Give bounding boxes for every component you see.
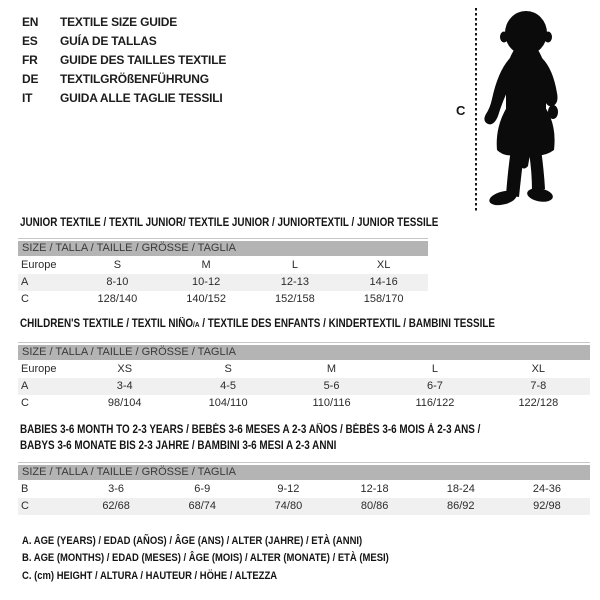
row-label: Europe [21, 363, 57, 375]
height-measure-label: C [456, 103, 466, 118]
babies-size-table [18, 462, 590, 515]
table-cell: XL [531, 363, 546, 375]
table-cell: 18-24 [446, 483, 475, 495]
toddler-silhouette-icon [483, 9, 569, 206]
table-cell: 62/68 [102, 500, 130, 512]
table-cell: 24-36 [532, 483, 562, 495]
row-label: B [21, 483, 29, 495]
table-row-height [18, 291, 428, 308]
table-row-europe [18, 257, 428, 274]
table-row-age [18, 378, 590, 395]
table-row-height [18, 395, 590, 412]
table-cell: L [431, 363, 438, 375]
table-cell: M [326, 363, 337, 375]
legend-notes [22, 533, 449, 585]
junior-section-title: JUNIOR TEXTILE / TEXTIL JUNIOR/ TEXTILE JUNIOR / JUNIORTEXTIL / JUNIOR TESSILE [20, 217, 439, 229]
language-row-de [22, 69, 226, 88]
row-label: A [21, 380, 29, 392]
language-code: ES [22, 34, 38, 49]
note-a: A. AGE (YEARS) / EDAD (AÑOS) / ÂGE (ANS) / ALTER (JAHRE) / ETÀ (ANNI) [22, 535, 363, 547]
table-cell: 122/128 [518, 397, 559, 409]
language-code: FR [22, 52, 38, 67]
table-row-age-months [18, 481, 590, 498]
table-cell: 152/158 [274, 293, 315, 305]
language-label: TEXTILE SIZE GUIDE [60, 15, 178, 30]
note-c: C. (cm) HEIGHT / ALTURA / HAUTEUR / HÖHE / ALTEZZA [22, 569, 278, 582]
table-cell: 9-12 [277, 483, 300, 495]
babies-section-title-line1: BABIES 3-6 MONTH TO 2-3 YEARS / BEBÉS 3-6 MESES A 2-3 AÑOS / BÉBÉS 3-6 MOIS À 2-3 ANS / [20, 424, 481, 436]
table-cell: 86/92 [447, 500, 475, 512]
table-cell: M [201, 259, 211, 271]
row-label: C [21, 293, 29, 305]
table-cell: XS [117, 363, 133, 375]
row-label: C [21, 397, 29, 409]
table-cell: 3-6 [108, 483, 125, 495]
table-cell: 140/152 [186, 293, 226, 305]
language-row-en [22, 13, 226, 32]
junior-size-table [18, 238, 428, 308]
size-header-bar: SIZE / TALLA / TAILLE / GRÖSSE / TAGLIA [18, 465, 590, 480]
table-cell: 68/74 [188, 500, 217, 512]
table-cell: 116/122 [415, 397, 455, 409]
table-cell: 110/116 [312, 397, 351, 409]
table-cell: 74/80 [274, 500, 303, 512]
table-cell: 98/104 [107, 397, 142, 409]
table-cell: 10-12 [192, 276, 221, 288]
table-cell: L [291, 259, 298, 271]
table-cell: 128/140 [97, 293, 138, 305]
table-cell: 12-18 [360, 483, 389, 495]
language-code: DE [22, 71, 39, 86]
table-cell: 5-6 [323, 380, 340, 392]
row-label: A [21, 276, 29, 288]
children-size-table [18, 342, 590, 412]
table-cell: 104/110 [208, 397, 248, 409]
size-header-bar: SIZE / TALLA / TAILLE / GRÖSSE / TAGLIA [18, 345, 590, 360]
children-title-prefix: CHILDREN'S TEXTILE / TEXTIL NIÑO [20, 318, 194, 330]
language-label: GUIDE DES TAILLES TEXTILE [60, 52, 227, 67]
table-row-age [18, 274, 428, 291]
table-cell: S [224, 363, 232, 375]
table-row-height [18, 498, 590, 515]
language-label: GUIDA ALLE TAGLIE TESSILI [60, 90, 223, 105]
table-top-rule [18, 462, 590, 463]
table-cell: 6-7 [426, 380, 443, 392]
table-cell: 92/98 [533, 500, 561, 512]
language-list [22, 13, 226, 107]
children-title-suffix: / TEXTILE DES ENFANTS / KINDERTEXTIL / BAMBINI TESSILE [199, 318, 495, 330]
table-cell: 8-10 [106, 276, 129, 288]
table-cell: 3-4 [116, 380, 133, 392]
row-label: Europe [21, 259, 57, 271]
language-row-it [22, 88, 226, 107]
language-label: TEXTILGRÖßENFÜHRUNG [60, 71, 209, 86]
height-measure-dashed-line [475, 8, 477, 212]
children-section-title [20, 318, 495, 331]
table-cell: 6-9 [194, 483, 211, 495]
language-code: IT [22, 90, 33, 105]
table-cell: 158/170 [363, 293, 404, 305]
note-b: B. AGE (MONTHS) / EDAD (MESES) / ÂGE (MOIS) / ALTER (MONATE) / ETÀ (MESI) [22, 552, 389, 565]
table-top-rule [18, 342, 590, 343]
language-row-es [22, 32, 226, 51]
table-cell: 12-13 [280, 276, 309, 288]
babies-section-title-line2: BABYS 3-6 MONATE BIS 2-3 JAHRE / BAMBINI 3-6 MESI A 2-3 ANNI [20, 440, 337, 452]
table-row-europe [18, 361, 590, 378]
language-code: EN [22, 15, 39, 30]
size-header-bar: SIZE / TALLA / TAILLE / GRÖSSE / TAGLIA [18, 241, 428, 256]
language-label: GUÍA DE TALLAS [60, 34, 157, 49]
table-cell: XL [376, 259, 391, 271]
table-top-rule [18, 238, 428, 239]
table-cell: 4-5 [220, 380, 237, 392]
language-row-fr [22, 51, 226, 70]
children-title-subscript: /A [193, 320, 200, 329]
row-label: C [21, 500, 29, 512]
table-cell: 80/86 [360, 500, 389, 512]
table-cell: 14-16 [369, 276, 398, 288]
table-cell: 7-8 [530, 380, 547, 392]
table-cell: S [113, 259, 122, 271]
